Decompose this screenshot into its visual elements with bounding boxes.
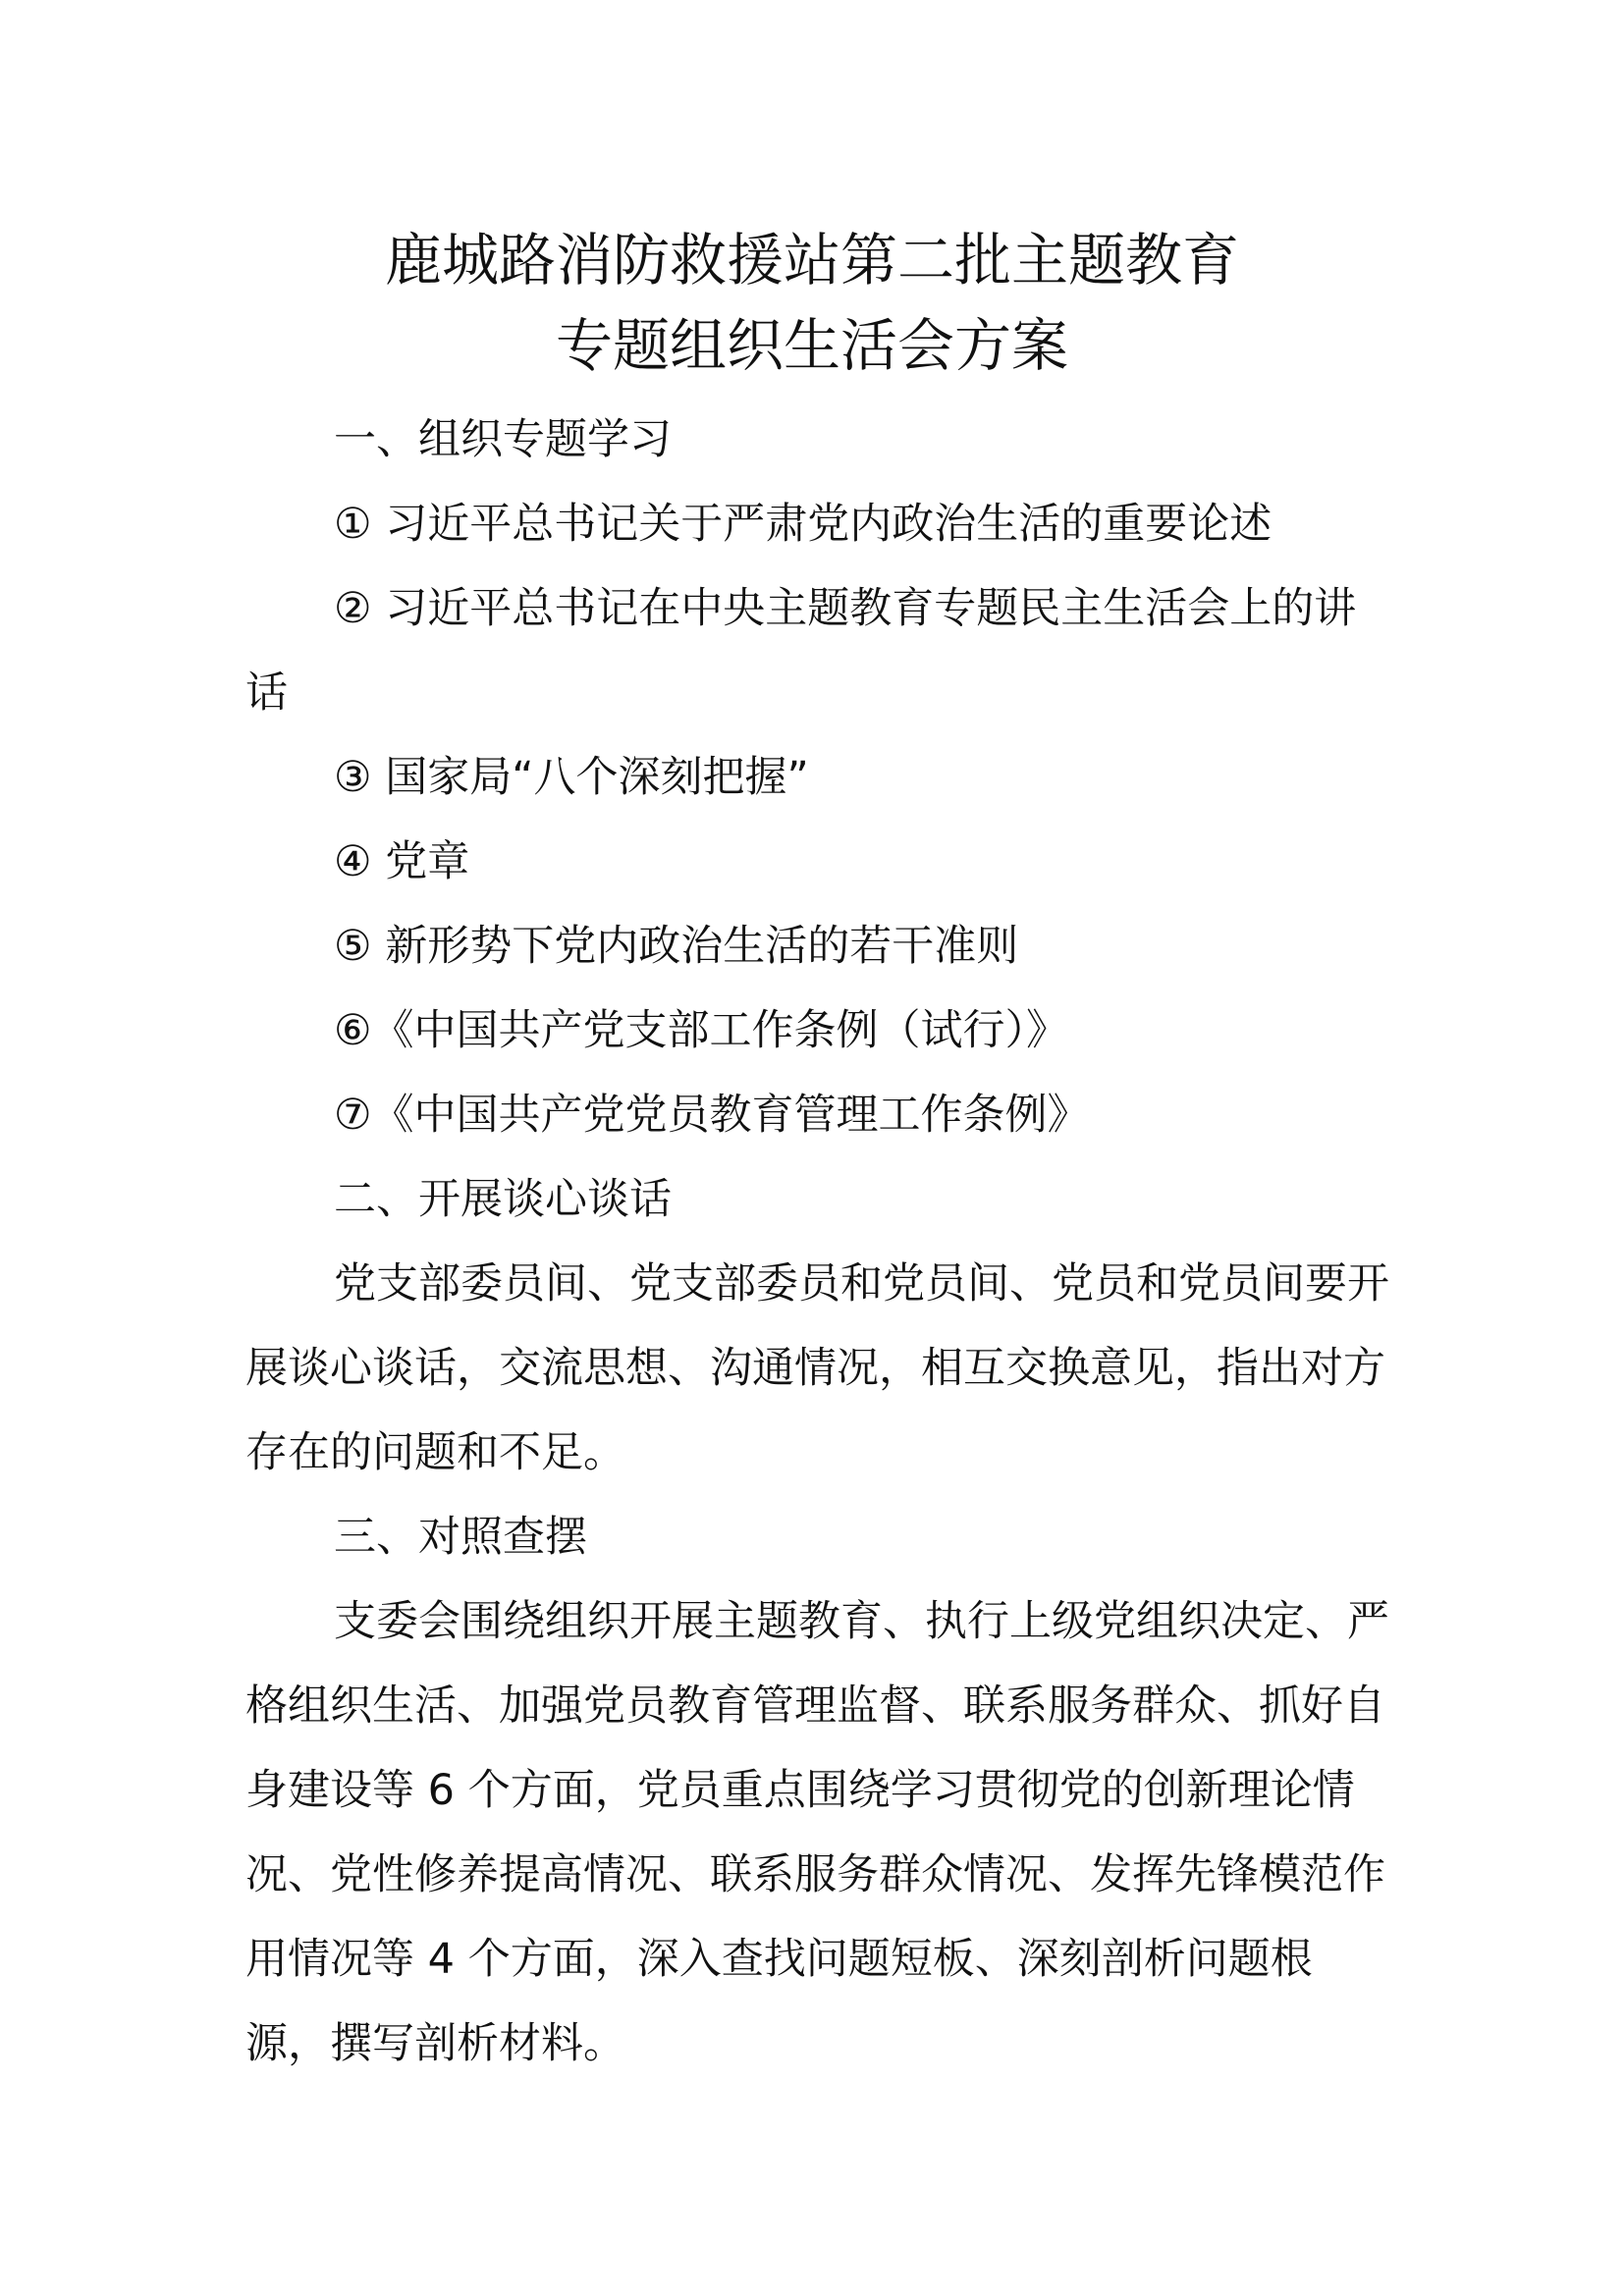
study-item-5: ⑤ 新形势下党内政治生活的若干准则 [334,922,1019,971]
study-item-3: ③ 国家局“八个深刻把握” [334,753,809,802]
study-item-4: ④ 党章 [334,837,470,886]
section-2-body: 党支部委员间、党支部委员和党员间、党员和党员间要开展谈心谈话，交流思想、沟通情况，相互交换意见，指出对方存在的问题和不足。 [245,1259,1389,1477]
document-title-line-2: 专题组织生活会方案 [555,312,1068,379]
section-heading-3: 三、对照查摆 [334,1513,587,1562]
study-item-2: ② 习近平总书记在中央主题教育专题民主生活会上的讲话 [245,584,1357,718]
document-body [245,398,1389,2086]
section-heading-1: 一、组织专题学习 [334,415,672,464]
section-3-body: 支委会围绕组织开展主题教育、执行上级党组织决定、严格组织生活、加强党员教育管理监督、联系服务群众、抓好自身建设等 6 个方面，党员重点围绕学习贯彻党的创新理论情况、党性修养提高情况、联系服务群众情况、发挥先锋模范作用情况等 4 个方面，深入查找问题短板、深刻剖析问题根源，撰写剖析材料。 [245,1597,1389,2068]
section-heading-2: 二、开展谈心谈话 [334,1175,672,1224]
study-item-6: ⑥《中国共产党支部工作条例（试行）》 [334,1006,1069,1055]
study-item-1: ① 习近平总书记关于严肃党内政治生活的重要论述 [334,500,1272,549]
study-item-7: ⑦《中国共产党党员教育管理工作条例》 [334,1091,1090,1140]
document-title-line-1: 鹿城路消防救援站第二批主题教育 [384,227,1239,294]
